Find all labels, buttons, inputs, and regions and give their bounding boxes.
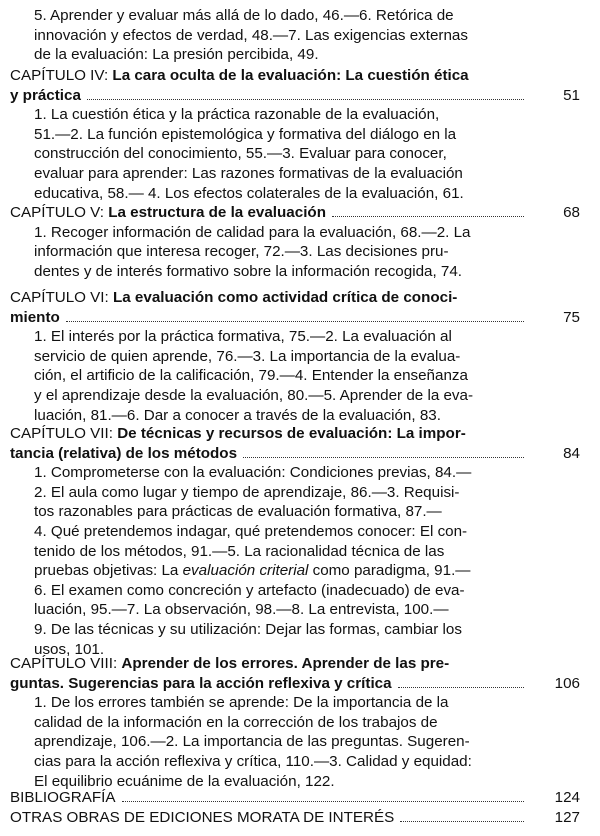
chapter-label: CAPÍTULO VII:: [10, 425, 113, 442]
toc-entry-chapter-vi[interactable]: [10, 288, 580, 425]
text-line: pruebas objetivas: La evaluación criterial como paradigma, 91.—: [34, 562, 471, 580]
toc-entry-chapter-iv[interactable]: [10, 66, 580, 203]
text-line: 9. De las técnicas y su utilización: Dejar las formas, cambiar los: [34, 620, 462, 638]
chapter-title: Aprender de los errores. Aprender de las pre-: [121, 655, 450, 672]
chapter-heading: [10, 66, 580, 105]
toc-entry-other-works[interactable]: [10, 808, 580, 828]
toc-entry-bibliography[interactable]: [10, 788, 580, 808]
toc-entry-chapter-v[interactable]: [10, 203, 580, 281]
chapter-title-continuation: guntas. Sugerencias para la acción reflexiva y crítica: [10, 674, 392, 692]
text-line: información que interesa recoger, 72.—3. Las decisiones pru-: [34, 243, 449, 261]
italic-term: evaluación criterial: [182, 562, 309, 580]
text-line: de la evaluación: La presión percibida, 49.: [34, 46, 319, 64]
chapter-heading: [10, 654, 580, 693]
text-line: El equilibrio ecuánime de la evaluación, 122.: [34, 772, 335, 790]
text-line: 1. Comprometerse con la evaluación: Condiciones previas, 84.—: [34, 464, 472, 482]
chapter-label: CAPÍTULO IV:: [10, 67, 109, 84]
dot-leader: [66, 320, 524, 322]
dot-leader: [87, 98, 524, 100]
chapter-summary: [34, 223, 528, 282]
text-line: 1. Recoger información de calidad para la evaluación, 68.—2. La: [34, 223, 471, 241]
page-number: 68: [563, 204, 580, 221]
dot-leader: [243, 456, 524, 458]
chapter-title: La cara oculta de la evaluación: La cuestión ética: [112, 67, 469, 84]
text-line: dentes y de interés formativo sobre la información recogida, 74.: [34, 262, 463, 280]
text-line: tos razonables para prácticas de evaluación formativa, 87.—: [34, 503, 442, 521]
chapter-summary: [34, 693, 528, 791]
page-number: 75: [563, 308, 580, 326]
text-line: usos, 101.: [34, 640, 105, 658]
entry-label: BIBLIOGRAFÍA: [10, 789, 116, 806]
text-line: 51.—2. La función epistemológica y formativa del diálogo en la: [34, 125, 457, 143]
chapter-title: La evaluación como actividad crítica de conoci-: [112, 289, 458, 306]
text-line: ción, el artificio de la calificación, 79.—4. Entender la enseñanza: [34, 367, 468, 385]
chapter-heading: [10, 424, 580, 463]
chapter-iii-summary-continuation: [34, 6, 528, 65]
chapter-title-continuation: tancia (relativa) de los métodos: [10, 444, 238, 462]
chapter-label: CAPÍTULO V:: [10, 204, 104, 221]
text-line: luación, 95.—7. La observación, 98.—8. La entrevista, 100.—: [34, 601, 449, 619]
page-number: 124: [554, 789, 580, 806]
page-number: 84: [563, 444, 580, 462]
chapter-heading: [10, 288, 580, 327]
text-line: y el aprendizaje desde la evaluación, 80.—5. Aprender de la eva-: [34, 386, 474, 404]
text-line: 5. Aprender y evaluar más allá de lo dado, 46.—6. Retórica de: [34, 7, 454, 24]
text-line: 2. El aula como lugar y tiempo de aprendizaje, 86.—3. Requisi-: [34, 483, 460, 501]
text-line: 4. Qué pretendemos indagar, qué pretendemos conocer: El con-: [34, 522, 468, 540]
text-line: 1. De los errores también se aprende: De la importancia de la: [34, 694, 449, 712]
text-line: construcción del conocimiento, 55.—3. Evaluar para conocer,: [34, 145, 447, 163]
dot-leader: [332, 215, 524, 217]
text-line: tenido de los métodos, 91.—5. La racionalidad técnica de las: [34, 542, 445, 560]
entry-label: OTRAS OBRAS DE EDICIONES MORATA DE INTERÉS: [10, 809, 395, 826]
toc-entry-chapter-viii[interactable]: [10, 654, 580, 791]
page-number: 106: [554, 674, 580, 692]
text-line: educativa, 58.— 4. Los efectos colaterales de la evaluación, 61.: [34, 184, 464, 202]
dot-leader: [398, 686, 524, 688]
chapter-summary: [34, 327, 528, 425]
text-line: 6. El examen como concreción y artefacto (inadecuado) de eva-: [34, 581, 465, 599]
page-number: 127: [554, 809, 580, 826]
chapter-heading: [10, 203, 580, 223]
chapter-title-continuation: y práctica: [10, 86, 81, 104]
text-line: evaluar para aprender: Las razones formativas de la evaluación: [34, 164, 463, 182]
chapter-label: CAPÍTULO VI:: [10, 289, 109, 306]
page-number: 51: [563, 86, 580, 104]
chapter-title: La estructura de la evaluación: [108, 204, 326, 221]
text-line: calidad de la información en la corrección de los trabajos de: [34, 713, 438, 731]
text-line: servicio de quien aprende, 76.—3. La importancia de la evalua-: [34, 347, 461, 365]
text-line: 1. La cuestión ética y la práctica razonable de la evaluación,: [34, 106, 440, 124]
chapter-title: De técnicas y recursos de evaluación: La impor-: [117, 425, 466, 442]
chapter-label: CAPÍTULO VIII:: [10, 655, 118, 672]
chapter-summary: [34, 463, 528, 659]
chapter-title-continuation: miento: [10, 308, 60, 326]
text-line: 1. El interés por la práctica formativa, 75.—2. La evaluación al: [34, 328, 452, 346]
text-line: luación, 81.—6. Dar a conocer a través de la evaluación, 83.: [34, 406, 441, 424]
dot-leader: [122, 800, 525, 802]
text-line: cias para la acción reflexiva y crítica, 110.—3. Calidad y equidad:: [34, 752, 472, 770]
chapter-summary: [34, 105, 528, 203]
dot-leader: [400, 820, 524, 822]
toc-entry-chapter-vii[interactable]: [10, 424, 580, 659]
text-line: aprendizaje, 106.—2. La importancia de las preguntas. Sugeren-: [34, 733, 470, 751]
text-line: innovación y efectos de verdad, 48.—7. Las exigencias externas: [34, 26, 468, 44]
